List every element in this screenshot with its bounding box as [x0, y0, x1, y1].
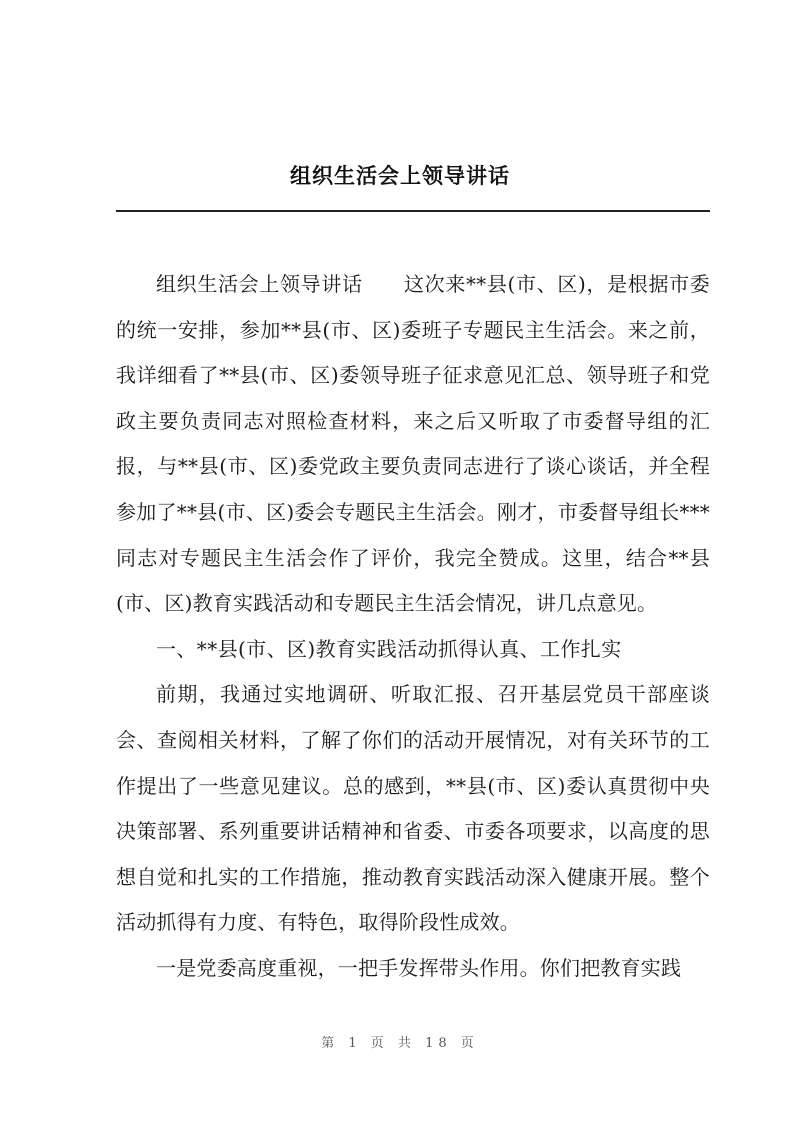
title-divider: [116, 210, 710, 212]
paragraph-intro: 组织生活会上领导讲话 这次来**县(市、区)，是根据市委的统一安排，参加**县(市、区)委班子专题民主生活会。来之前，我详细看了**县(市、区)委领导班子征求意见汇总、领导班子和党政主要负责同志对照检查材料，来之后又听取了市委督导组的汇报，与**县(市、区)委党政主要负责同志进行了谈心谈话，并全程参加了**县(市、区)委会专题民主生活会。刚才，市委督导组长***同志对专题民主生活会作了评价，我完全赞成。这里，结合**县(市、区)教育实践活动和专题民主生活会情况，讲几点意见。: [116, 272, 710, 616]
footer-current-page: 1: [348, 1036, 362, 1051]
footer-label-total: 页 共: [370, 1036, 416, 1051]
footer-label-page: 第: [321, 1036, 340, 1051]
document-body: [116, 262, 710, 992]
page-footer: [0, 1032, 800, 1051]
footer-total-pages: 18: [425, 1036, 452, 1051]
section-heading-1: 一、**县(市、区)教育实践活动抓得认真、工作扎实: [156, 636, 622, 661]
footer-label-end: 页: [460, 1036, 479, 1051]
paragraph-section-1: 前期，我通过实地调研、听取汇报、召开基层党员干部座谈会、查阅相关材料，了解了你们的活动开展情况，对有关环节的工作提出了一些意见建议。总的感到，**县(市、区)委认真贯彻中央决策部署、系列重要讲话精神和省委、市委各项要求，以高度的思想自觉和扎实的工作措施，推动教育实践活动深入健康开展。整个活动抓得有力度、有特色，取得阶段性成效。: [116, 682, 710, 935]
document-title: 组织生活会上领导讲话: [290, 164, 510, 188]
paragraph-point-1: 一是党委高度重视，一把手发挥带头作用。你们把教育实践: [156, 955, 682, 980]
